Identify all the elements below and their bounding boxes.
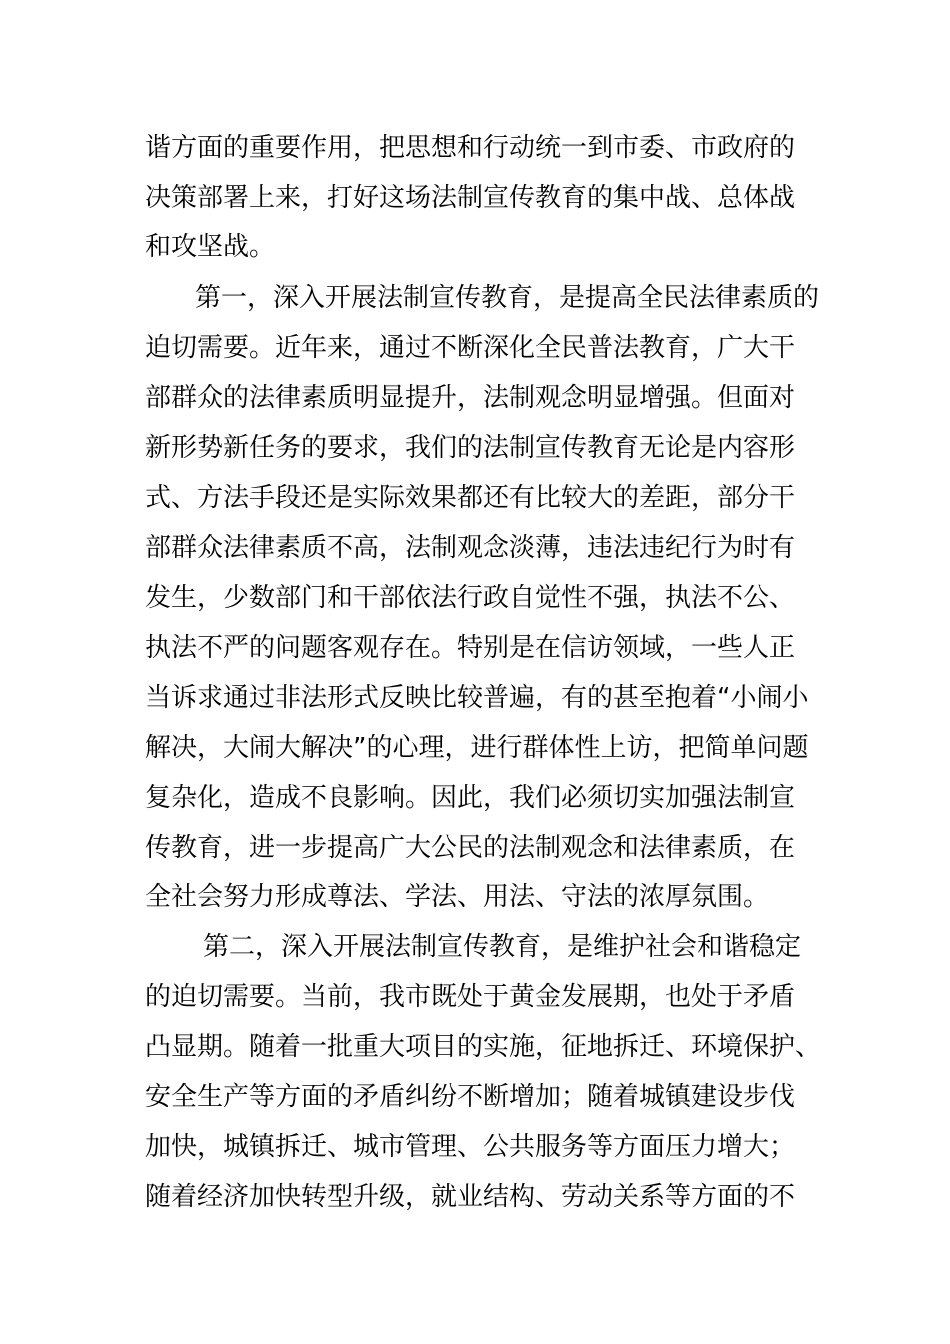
text-line: 式、方法手段还是实际效果都还有比较大的差距，部分干 [145,483,796,513]
text-line: 凸显期。随着一批重大项目的实施，征地拆迁、环境保护、 [145,1032,822,1062]
text-line: 加快，城镇拆迁、城市管理、公共服务等方面压力增大； [145,1132,796,1162]
text-line: 当诉求通过非法形式反映比较普遍，有的甚至抱着“小闹小 [145,683,809,713]
text-line: 新形势新任务的要求，我们的法制宣传教育无论是内容形 [145,433,796,463]
text-line: 部群众的法律素质明显提升，法制观念明显增强。但面对 [145,383,796,413]
paragraph-first-line: 第一，深入开展法制宣传教育，是提高全民法律素质的 [195,283,820,313]
text-line: 发生，少数部门和干部依法行政自觉性不强，执法不公、 [145,583,796,613]
text-line: 决策部署上来，打好这场法制宣传教育的集中战、总体战 [145,183,796,213]
text-line: 谐方面的重要作用，把思想和行动统一到市委、市政府的 [145,133,796,163]
text-line: 的迫切需要。当前，我市既处于黄金发展期，也处于矛盾 [145,982,796,1012]
text-line: 和攻坚战。 [145,232,276,262]
text-line: 传教育，进一步提高广大公民的法制观念和法律素质，在 [145,833,796,863]
text-line: 安全生产等方面的矛盾纠纷不断增加；随着城镇建设步伐 [145,1082,796,1112]
text-line: 迫切需要。近年来，通过不断深化全民普法教育，广大干 [145,333,796,363]
text-line: 复杂化，造成不良影响。因此，我们必须切实加强法制宣 [145,783,796,813]
text-line: 随着经济加快转型升级，就业结构、劳动关系等方面的不 [145,1182,796,1212]
text-line: 解决，大闹大解决”的心理，进行群体性上访，把简单问题 [145,733,809,763]
text-line: 全社会努力形成尊法、学法、用法、守法的浓厚氛围。 [145,882,770,912]
text-line: 部群众法律素质不高，法制观念淡薄，违法违纪行为时有 [145,533,796,563]
paragraph-first-line: 第二，深入开展法制宣传教育，是维护社会和谐稳定 [203,932,802,962]
text-line: 执法不严的问题客观存在。特别是在信访领域，一些人正 [145,633,796,663]
